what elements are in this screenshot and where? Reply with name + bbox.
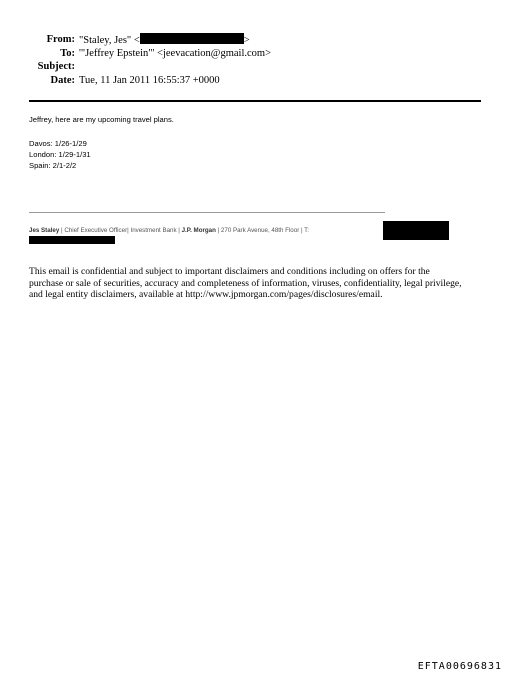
to-label: To: (60, 47, 75, 59)
trip-davos: Davos: 1/26-1/29 (29, 139, 87, 148)
header-divider (29, 100, 481, 102)
disclaimer-line: purchase or sale of securities, accuracy and completeness of information, viruses, confidentiality, legal privilege, (29, 277, 462, 289)
phone-redaction (383, 221, 449, 240)
trip-spain: Spain: 2/1-2/2 (29, 161, 77, 170)
signature-redaction (29, 236, 115, 244)
disclaimer-line: This email is confidential and subject to important disclaimers and conditions including on offers for the (29, 266, 430, 277)
date-label: Date: (50, 74, 75, 86)
signature-company: J.P. Morgan (181, 227, 216, 234)
signature-title: Chief Executive Officer| Investment Bank | (64, 227, 182, 234)
disclaimer (29, 266, 489, 301)
signature-line (29, 227, 309, 235)
to-value: '"Jeffrey Epstein"' <jeevacation@gmail.com> (79, 47, 271, 59)
signature-name: Jes Staley (29, 227, 60, 234)
from-email-redaction (140, 33, 244, 44)
date-value: Tue, 11 Jan 2011 16:55:37 +0000 (79, 74, 220, 86)
from-value-end: > (243, 35, 250, 46)
disclaimer-line: and legal entity disclaimers, available at http://www.jpmorgan.com/pages/disclosures/email. (29, 289, 383, 300)
signature-address: | 270 Park Avenue, 48th Floor | T: (215, 227, 309, 234)
subject-label: Subject: (37, 61, 75, 72)
bates-number: EFTA00696831 (417, 661, 502, 672)
greeting-text: Jeffrey, here are my upcoming travel plans. (29, 115, 174, 124)
signature-sep: | (59, 227, 65, 234)
signature-divider (29, 212, 385, 213)
from-label: From: (46, 34, 75, 45)
from-value: "Staley, Jes" < (79, 35, 140, 46)
trip-london: London: 1/29-1/31 (29, 150, 91, 159)
